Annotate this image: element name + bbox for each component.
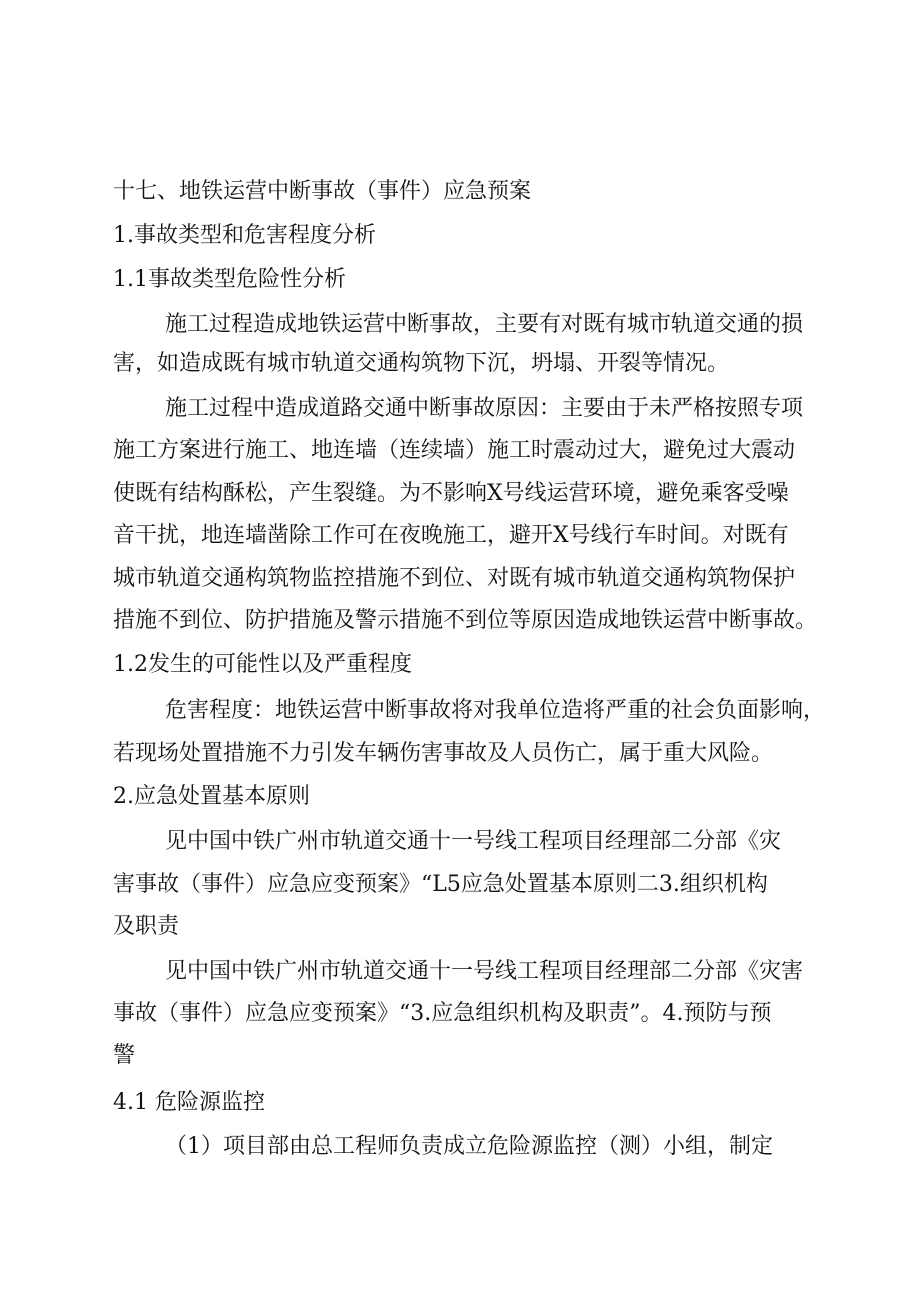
paragraph-line: 及职责 (113, 914, 180, 939)
paragraph-line: （1）项目部由总工程师负责成立危险源监控（测）小组，制定 (165, 1134, 773, 1159)
paragraph-line: 施工过程中造成道路交通中断事故原因：主要由于未严格按照专项 (165, 396, 804, 421)
paragraph-line: 施工过程造成地铁运营中断事故，主要有对既有城市轨道交通的损 (165, 312, 804, 337)
paragraph-line: 见中国中铁广州市轨道交通十一号线工程项目经理部二分部《灾 (165, 829, 782, 854)
paragraph-line: 措施不到位、防护措施及警示措施不到位等原因造成地铁运营中断事故。 (113, 608, 818, 633)
paragraph-line: 事故（事件）应急应变预案》“3.应急组织机构及职责”。4.预防与预 (113, 1001, 772, 1026)
subheading: 1.1事故类型危险性分析 (113, 267, 346, 292)
paragraph-line: 施工方案进行施工、地连墙（连续墙）施工时震动过大，避免过大震动 (113, 438, 796, 463)
subheading: 4.1 危险源监控 (113, 1090, 265, 1115)
paragraph-line: 使既有结构酥松，产生裂缝。为不影响X号线运营环境，避免乘客受噪 (113, 481, 789, 506)
subheading: 1.2发生的可能性以及严重程度 (113, 652, 412, 677)
paragraph-line: 警 (113, 1043, 136, 1068)
subheading: 1.事故类型和危害程度分析 (113, 223, 376, 248)
section-heading: 十七、地铁运营中断事故（事件）应急预案 (113, 179, 532, 204)
subheading: 2.应急处置基本原则 (113, 784, 310, 809)
paragraph-line: 见中国中铁广州市轨道交通十一号线工程项目经理部二分部《灾害 (165, 959, 804, 984)
paragraph-line: 若现场处置措施不力引发车辆伤害事故及人员伤亡，属于重大风险。 (113, 741, 774, 766)
paragraph-line: 音干扰，地连墙凿除工作可在夜晚施工，避开X号线行车时间。对既有 (113, 523, 789, 548)
paragraph-line: 危害程度：地铁运营中断事故将对我单位造将严重的社会负面影响， (165, 698, 826, 723)
paragraph-line: 害，如造成既有城市轨道交通构筑物下沉，坍塌、开裂等情况。 (113, 351, 730, 376)
paragraph-line: 害事故（事件）应急应变预案》“L5应急处置基本原则二3.组织机构 (113, 872, 768, 897)
paragraph-line: 城市轨道交通构筑物监控措施不到位、对既有城市轨道交通构筑物保护 (113, 566, 796, 591)
